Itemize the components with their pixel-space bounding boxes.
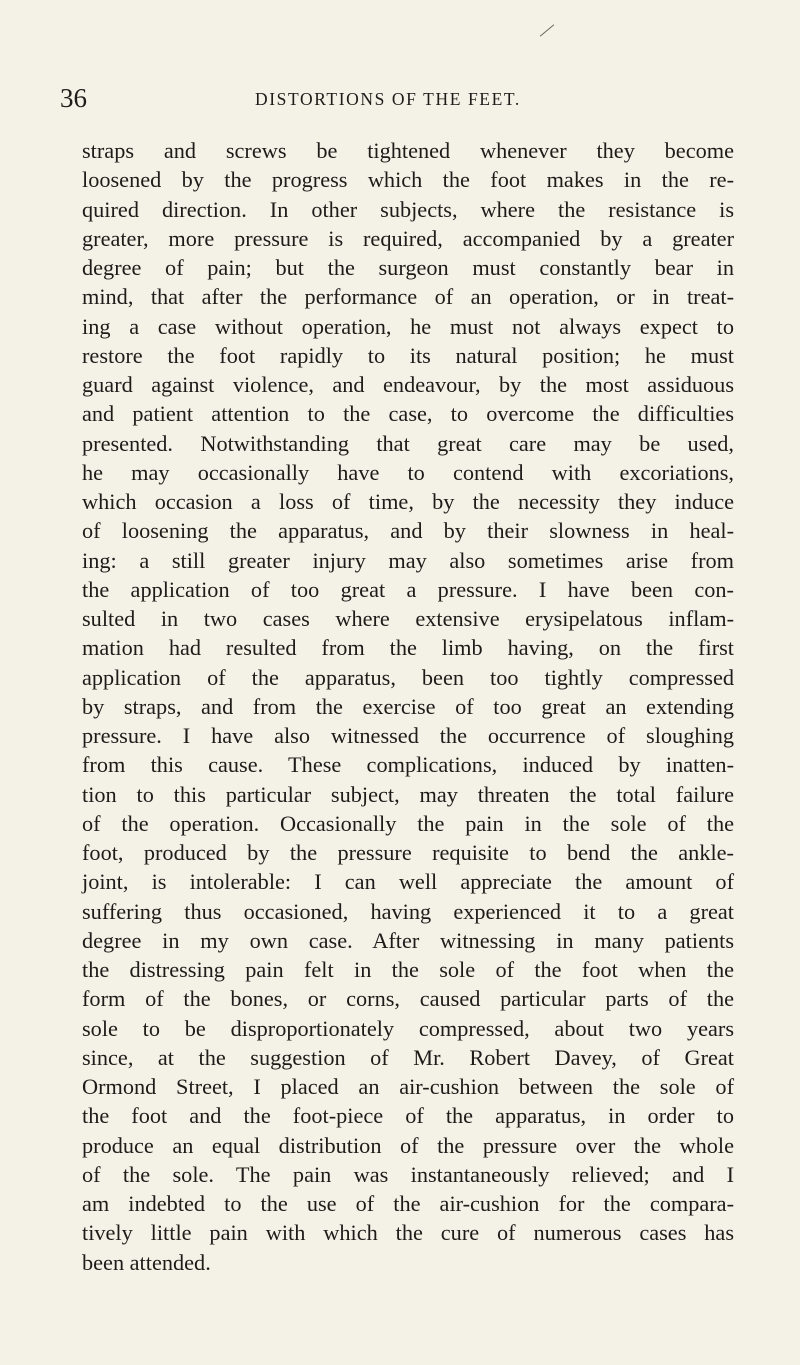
text-line: of the sole. The pain was instantaneously relieved; and I: [82, 1161, 734, 1187]
text-line: the application of too great a pressure. I have been con-: [82, 576, 734, 602]
text-line: mation had resulted from the limb having, on the first: [82, 635, 734, 661]
text-line: produce an equal distribution of the pressure over the whole: [82, 1132, 734, 1158]
text-line: guard against violence, and endeavour, by the most assiduous: [82, 372, 734, 397]
text-line: since, at the suggestion of Mr. Robert Davey, of Great: [82, 1044, 734, 1070]
page-header: [0, 83, 800, 113]
text-line: ing a case without operation, he must not always expect to: [82, 313, 734, 339]
text-line: foot, produced by the pressure requisite to bend the ankle-: [82, 840, 734, 865]
text-line: presented. Notwithstanding that great care may be used,: [82, 430, 734, 456]
running-title: DISTORTIONS OF THE FEET.: [255, 89, 521, 109]
text-line: quired direction. In other subjects, where the resistance is: [82, 196, 734, 222]
text-line: ing: a still greater injury may also sometimes arise from: [82, 547, 734, 573]
text-line: which occasion a loss of time, by the necessity they induce: [82, 489, 734, 514]
text-line: straps and screws be tightened whenever they become: [82, 138, 734, 163]
text-line: and patient attention to the case, to overcome the difficulties: [82, 401, 734, 427]
text-line: pressure. I have also witnessed the occurrence of sloughing: [82, 723, 734, 748]
text-line: tively little pain with which the cure of numerous cases has: [82, 1220, 734, 1246]
text-line: of loosening the apparatus, and by their slowness in heal-: [82, 518, 734, 544]
text-line: form of the bones, or corns, caused particular parts of the: [82, 986, 734, 1012]
pencil-mark: [540, 24, 554, 36]
page-number: 36: [60, 83, 87, 113]
text-line: by straps, and from the exercise of too great an extending: [82, 693, 734, 719]
text-line: sulted in two cases where extensive erysipelatous inflam-: [82, 606, 734, 631]
text-line: application of the apparatus, been too tightly compressed: [82, 664, 734, 690]
text-line: suffering thus occasioned, having experienced it to a great: [82, 898, 734, 924]
text-line: sole to be disproportionately compressed, about two years: [82, 1015, 734, 1041]
text-line: restore the foot rapidly to its natural position; he must: [82, 342, 734, 368]
text-line: degree in my own case. After witnessing in many patients: [82, 927, 734, 953]
text-line: degree of pain; but the surgeon must constantly bear in: [82, 255, 734, 280]
body-paragraph: [82, 136, 734, 1277]
text-line: tion to this particular subject, may threaten the total failure: [82, 781, 734, 807]
text-line: loosened by the progress which the foot makes in the re-: [82, 167, 734, 193]
text-line: the foot and the foot-piece of the apparatus, in order to: [82, 1103, 734, 1129]
text-line: greater, more pressure is required, accompanied by a greater: [82, 225, 734, 251]
text-line: been attended.: [82, 1249, 211, 1275]
text-line: am indebted to the use of the air-cushion for the compara-: [82, 1191, 734, 1216]
text-line: from this cause. These complications, induced by inatten-: [82, 752, 734, 778]
text-line: mind, that after the performance of an operation, or in treat-: [82, 284, 734, 310]
text-line: he may occasionally have to contend with excoriations,: [82, 459, 734, 485]
text-line: joint, is intolerable: I can well appreciate the amount of: [82, 869, 734, 895]
text-line: of the operation. Occasionally the pain in the sole of the: [82, 810, 734, 836]
text-line: Ormond Street, I placed an air-cushion between the sole of: [82, 1074, 734, 1099]
text-line: the distressing pain felt in the sole of the foot when the: [82, 957, 734, 982]
